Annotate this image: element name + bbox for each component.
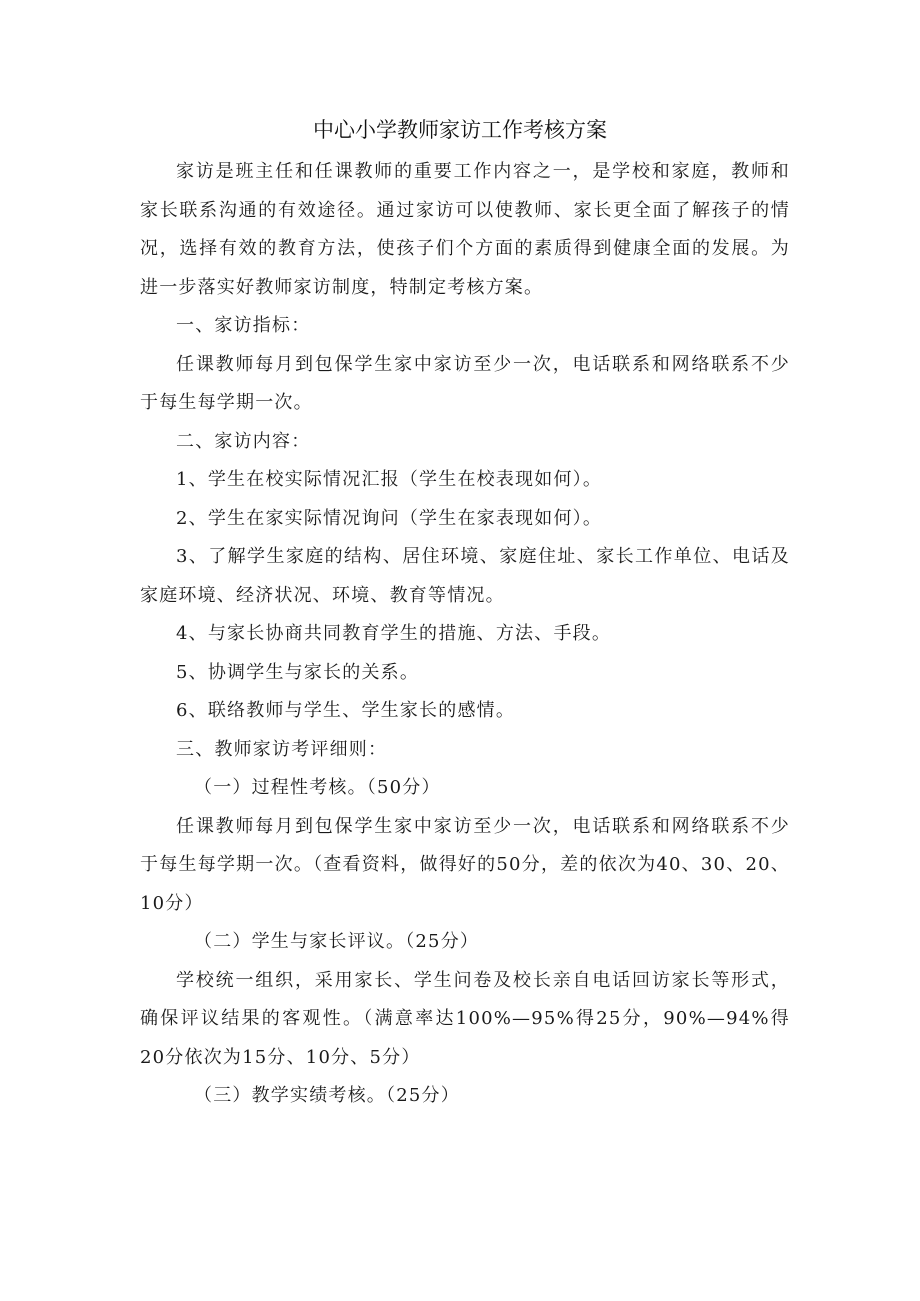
- content-item-3: 3、了解学生家庭的结构、居住环境、家庭住址、家长工作单位、电话及家庭环境、经济状况、环境、教育等情况。: [140, 546, 790, 606]
- section-heading-1: 一、家访指标：: [176, 315, 311, 336]
- content-item-5: 5、协调学生与家长的关系。: [176, 661, 420, 683]
- subsection-2-paragraph: 学校统一组织，采用家长、学生问卷及校长亲自电话回访家长等形式，确保评议结果的客观性。（满意率达100%—95%得25分，90%—94%得20分依次为15分、10分、5分）: [140, 969, 790, 1068]
- section-heading-3: 三、教师家访考评细则：: [176, 738, 388, 760]
- section-heading-2: 二、家访内容：: [176, 430, 311, 452]
- section-1-paragraph: 任课教师每月到包保学生家中家访至少一次，电话联系和网络联系不少于每生每学期一次。: [140, 353, 790, 413]
- content-item-1: 1、学生在校实际情况汇报（学生在校表现如何）。: [176, 469, 603, 490]
- subsection-heading-2: （二）学生与家长评议。（25分）: [194, 931, 480, 952]
- content-item-6: 6、联络教师与学生、学生家长的感情。: [176, 700, 516, 721]
- document-title: 中心小学教师家访工作考核方案: [313, 118, 607, 142]
- document-body: [140, 153, 790, 1116]
- subsection-1-paragraph: 任课教师每月到包保学生家中家访至少一次，电话联系和网络联系不少于每生每学期一次。（查看资料，做得好的50分，差的依次为40、30、20、10分）: [140, 815, 790, 914]
- subsection-heading-3: （三）教学实绩考核。（25分）: [194, 1085, 460, 1106]
- content-item-2: 2、学生在家实际情况询问（学生在家表现如何）。: [176, 507, 603, 529]
- subsection-heading-1: （一）过程性考核。（50分）: [194, 777, 441, 798]
- intro-paragraph: 家访是班主任和任课教师的重要工作内容之一，是学校和家庭，教师和家长联系沟通的有效途径。通过家访可以使教师、家长更全面了解孩子的情况，选择有效的教育方法，使孩子们个方面的素质得到健康全面的发展。为进一步落实好教师家访制度，特制定考核方案。: [140, 161, 790, 298]
- content-item-4: 4、与家长协商共同教育学生的措施、方法、手段。: [176, 623, 612, 644]
